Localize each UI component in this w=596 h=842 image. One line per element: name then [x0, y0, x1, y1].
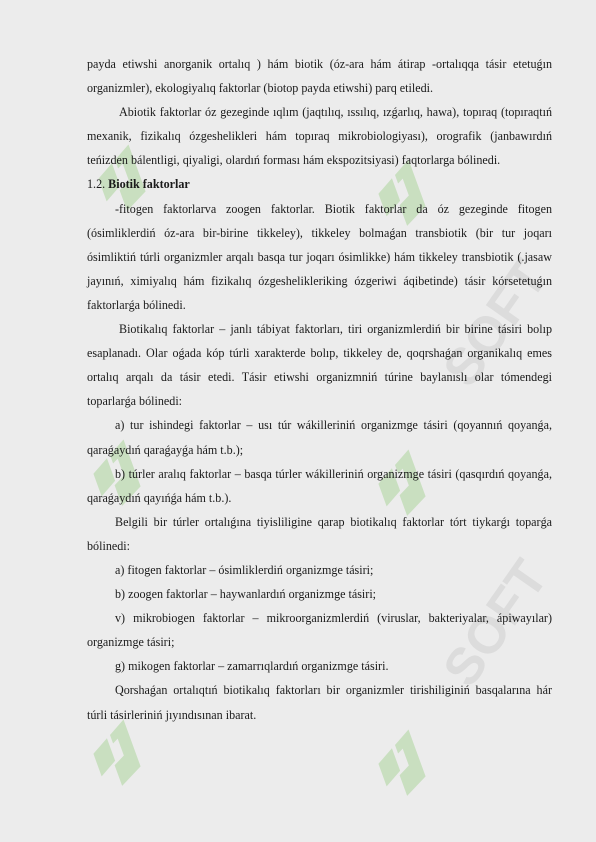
list-item: a) tur ishindegi faktorlar – usı túr wákilleriniń organizmge tásiri (qoyannıń qoyanǵa, qaraǵaydıń qaraǵayǵa hám t.b.);: [87, 418, 552, 457]
paragraph: Abiotik faktorlar óz gezeginde ıqlım (jaqtılıq, ıssılıq, ızǵarlıq, hawa), topıraq (topıraqtıń mexanik, fizikalıq ózgeshelikleri hám topıraq mikrobiologiyası), orografik (janbawırdıń teńizden bálentligi, qiyaligi, olardıń forması hám ekspozitsiyasi) faqtorlarga bólinedi.: [87, 105, 552, 168]
watermark-text: SOFT: [432, 250, 560, 397]
section-number: 1.2.: [87, 177, 106, 192]
document-body: [87, 52, 552, 727]
list-item: b) túrler aralıq faktorlar – basqa túrler wákilleriniń organizmge tásiri (qasqırdıń qoyanǵa, qaraǵaydıń qayıńǵa hám t.b.).: [87, 466, 552, 505]
paragraph: Belgili bir túrler ortalıǵına tiyisliligine qarap biotikalıq faktorlar tórt tiykarǵı toparǵa bólinedi:: [87, 514, 552, 553]
paragraph: -fitogen faktorlarva zoogen faktorlar. Biotik faktorlar da óz gezeginde fitogen (ósimliklerdiń óz-ara bir-birine tikkeley), tikkeley bolmaǵan transbiotik (bir tur joqarı ósimliktiń túrli organizmler arqalı basqa tur joqarı ósimlikke) hám tikkeley transbiotik (.jasaw jayınıń, ximiyalıq hám fizikalıq ózgesheliklеriking ózgeriwi áqibetinde) tásir kórsetetuǵın faktorlarǵa bólinedi.: [87, 201, 552, 312]
list-item: g) mikogen faktorlar – zamarrıqlardıń organizmge tásiri.: [115, 659, 389, 674]
watermark-text: SOFT: [432, 550, 560, 697]
list-item: a) fitogen faktorlar – ósimliklerdiń organizmge tásiri;: [115, 562, 374, 577]
list-item: b) zoogen faktorlar – haywanlardıń organizmge tásiri;: [115, 587, 377, 602]
section-heading: [87, 172, 552, 196]
list-item: v) mikrobiogen faktorlar – mikroorganizmlerdiń (viruslar, bakteriyalar, ápiwayılar) organizmge tásiri;: [87, 611, 552, 650]
paragraph: Biotikalıq faktorlar – janlı tábiyat faktorları, tiri organizmlerdiń bir birine tásiri bolıp esaplanadı. Olar oǵada kóp túrli xarakterde bolıp, tikkeley de, qoqrshaǵan organikalıq emes ortalıq arqalı da tásir etedi. Tásir etiwshi organizmniń túrine baylanıslı olar tómendegi toparlarǵa bólinedi:: [87, 322, 552, 409]
watermark-logo-icon: [371, 729, 430, 801]
watermark-logo-icon: [86, 719, 145, 791]
section-title: Biotik faktorlar: [108, 177, 190, 192]
paragraph: Qorshaǵan ortalıqtıń biotikalıq faktorları bir organizmler tirishiliginiń basqalarına hár túrli tásirleriniń jıyındısınan ibarat.: [87, 683, 552, 722]
paragraph: payda etiwshi anorganik ortalıq ) hám biotik (óz-ara hám átirap -ortalıqqa tásir etetuǵın organizmler), ekologiyalıq faktorlar (biotop payda etiwshi) parq etiledi.: [87, 57, 552, 96]
